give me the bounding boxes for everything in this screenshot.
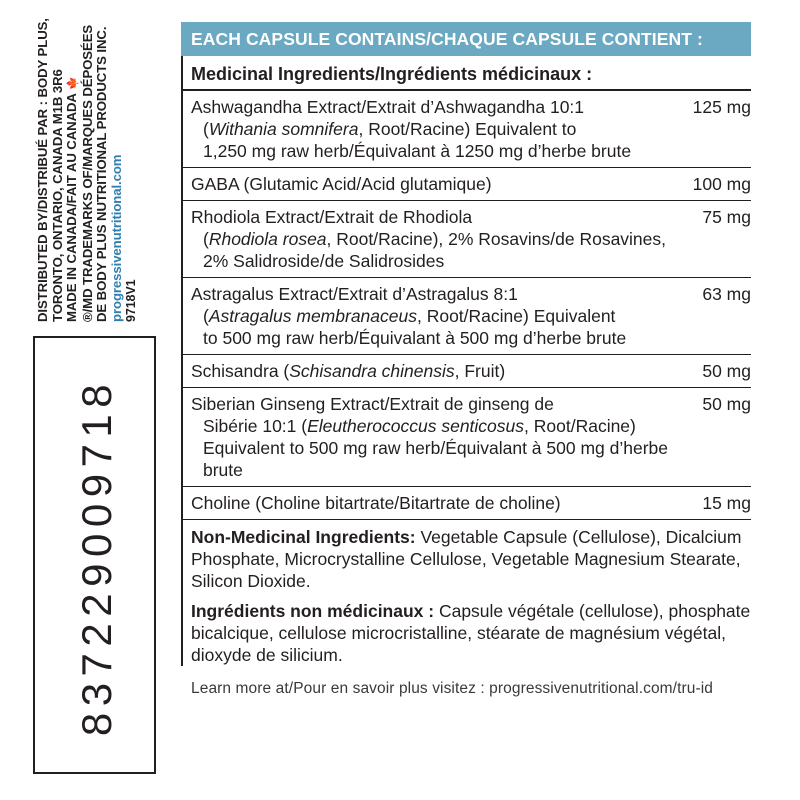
latin-name: Astragalus membranaceus [208,306,417,326]
ingredient-name: GABA (Glutamic Acid/Acid glutamique) [191,174,492,194]
ingredients-table [181,91,751,520]
made-in-canada-line [65,10,81,322]
ingredient-detail: (Astragalus membranaceus, Root/Racine) Equivalent [203,306,616,326]
ingredient-detail: (Withania somnifera, Root/Racine) Equivalent to [203,119,577,139]
ingredient-row [183,201,751,278]
ingredient-description [191,206,702,272]
ingredient-dose: 50 mg [702,394,751,414]
ingredient-equivalent: to 500 mg raw herb/Équivalant à 500 mg d’herbe brute [203,328,627,348]
website-link[interactable]: progressivenutritional.com [108,154,124,322]
ingredient-dose: 125 mg [692,97,751,117]
latin-name: Withania somnifera [208,119,359,139]
ingredient-dose: 100 mg [692,174,751,194]
non-medicinal-text-en: Vegetable Capsule (Cellulose), Dicalcium Phosphate, Microcrystalline Cellulose, Vegetable Magnesium Stearate, Silicon Dioxide. [191,527,742,591]
distributor-info [36,10,166,322]
barcode-box [33,336,156,774]
trademark-line-1: ®/MD TRADEMARKS OF/MARQUES DÉPOSÉES [79,24,95,322]
ingredient-row [183,91,751,168]
ingredient-name: Schisandra (Schisandra chinensis, Fruit) [191,361,506,381]
non-medicinal-label-en: Non-Medicinal Ingredients: [191,527,416,547]
distributor-line-2: TORONTO, ONTARIO, CANADA M1B 3R6 [49,69,65,322]
ingredient-equivalent: Equivalent to 500 mg raw herb/Équivalant à 500 mg d’herbe brute [203,438,669,480]
ingredient-name: Siberian Ginseng Extract/Extrait de ginseng de [191,394,554,414]
ingredient-dose: 75 mg [702,207,751,227]
ingredient-name: Ashwagandha Extract/Extrait d’Ashwagandha 10:1 [191,97,585,117]
distributor-strip [0,0,165,800]
supplement-facts-panel [181,22,751,698]
ingredient-detail: (Rhodiola rosea, Root/Racine), 2% Rosavins/de Rosavines, [203,229,667,249]
maple-leaf-icon: 🍁 [67,76,79,91]
trademark-line-2: DE BODY PLUS NUTRITIONAL PRODUCTS INC. [94,26,109,322]
non-medicinal-fr [191,600,751,666]
ingredient-standardization: 2% Salidroside/de Salidrosides [203,251,445,271]
ingredient-row [183,278,751,355]
ingredient-dose: 63 mg [702,284,751,304]
latin-name: Schisandra chinensis [289,361,455,381]
barcode-number: 837229009718 [72,377,120,737]
medicinal-heading: Medicinal Ingredients/Ingrédients médicinaux : [181,56,751,91]
panel-header: EACH CAPSULE CONTAINS/CHAQUE CAPSULE CONTIENT : [181,22,751,56]
non-medicinal-text-fr: Capsule végétale (cellulose), phosphate bicalcique, cellulose microcristalline, stéarate de magnésium végétal, dioxyde de silicium. [191,601,751,665]
ingredient-row [183,487,751,520]
ingredient-description [191,393,702,481]
non-medicinal-section [181,520,751,666]
ingredient-row [183,355,751,388]
ingredient-name: Rhodiola Extract/Extrait de Rhodiola [191,207,473,227]
ingredient-dose: 15 mg [702,493,751,513]
ingredient-row [183,388,751,487]
lot-code: 9718V1 [124,279,138,322]
non-medicinal-en [191,526,751,592]
ingredient-detail: Sibérie 10:1 (Eleutherococcus senticosus, Root/Racine) [203,416,636,436]
ingredient-description [191,96,693,162]
non-medicinal-label-fr: Ingrédients non médicinaux : [191,601,435,621]
distributor-line-1: DISTRIBUTED BY/DISTRIBUÉ PAR : BODY PLUS, [35,18,50,322]
ingredient-name: Choline (Choline bitartrate/Bitartrate de choline) [191,493,561,513]
made-in-canada-text: MADE IN CANADA/FAIT AU CANADA [64,93,79,322]
learn-more-footer[interactable]: Learn more at/Pour en savoir plus visitez : progressivenutritional.com/tru-id [191,680,714,697]
latin-name: Eleutherococcus senticosus [307,416,525,436]
ingredient-description [191,283,702,349]
ingredient-equivalent: 1,250 mg raw herb/Équivalant à 1250 mg d’herbe brute [203,141,632,161]
latin-name: Rhodiola rosea [208,229,327,249]
ingredient-dose: 50 mg [702,361,751,381]
ingredient-row [183,168,751,201]
ingredient-name: Astragalus Extract/Extrait d’Astragalus 8:1 [191,284,518,304]
